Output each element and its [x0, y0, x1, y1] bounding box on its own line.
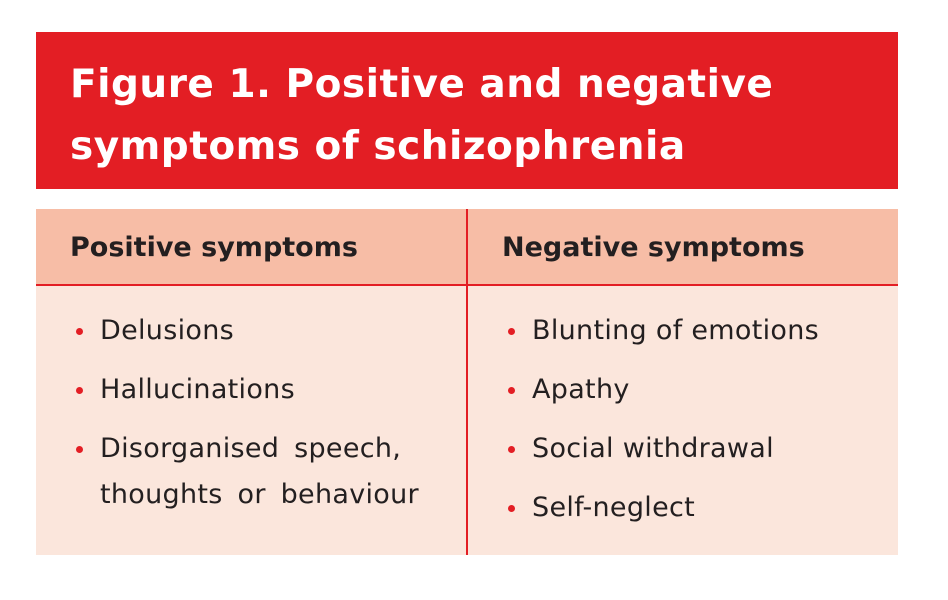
bullet-icon [508, 387, 515, 394]
list-item-text: Self-neglect [532, 492, 696, 523]
negative-symptoms-header: Negative symptoms [502, 232, 805, 263]
figure-title: Figure 1. Positive and negative symptoms of schizophrenia [70, 62, 774, 169]
list-item [502, 426, 892, 472]
symptoms-table [36, 209, 898, 555]
bullet-icon [508, 446, 515, 453]
bullet-icon [76, 328, 83, 335]
list-item [502, 367, 892, 413]
negative-symptoms-list [502, 308, 892, 544]
list-item-text: Apathy [532, 374, 630, 405]
column-divider [466, 209, 468, 555]
list-item [502, 308, 892, 354]
positive-symptoms-header: Positive symptoms [70, 232, 358, 263]
list-item [70, 308, 460, 354]
list-item [70, 367, 460, 413]
bullet-icon [508, 328, 515, 335]
list-item-text: Social withdrawal [532, 433, 774, 464]
list-item-text: Delusions [100, 315, 234, 346]
list-item [70, 426, 460, 518]
list-item-text: Disorganised speech, thoughts or behaviour [100, 433, 419, 510]
bullet-icon [508, 505, 515, 512]
list-item-text: Hallucinations [100, 374, 295, 405]
title-banner [36, 32, 898, 189]
bullet-icon [76, 387, 83, 394]
positive-symptoms-list [70, 308, 460, 531]
bullet-icon [76, 446, 83, 453]
list-item-text: Blunting of emotions [532, 315, 819, 346]
list-item [502, 485, 892, 531]
